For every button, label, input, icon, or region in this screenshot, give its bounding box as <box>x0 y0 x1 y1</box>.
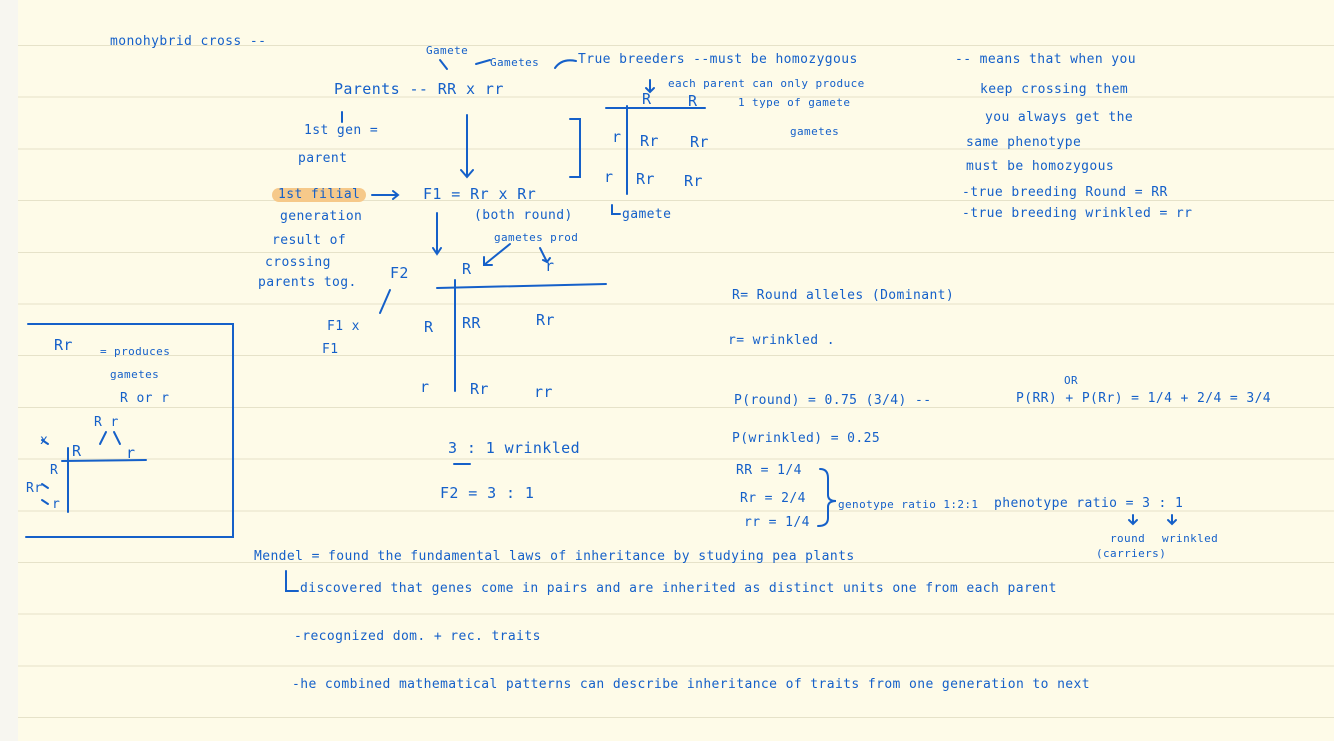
meaning-line-3: you always get the <box>985 110 1134 125</box>
generation-line-4: parents tog. <box>258 275 357 290</box>
box-side-r-small: r <box>52 497 61 512</box>
true-breeders-text-3: 1 type of gamete <box>738 96 851 109</box>
mendel-line-1: Mendel = found the fundamental laws of inheritance by studying pea plants <box>254 549 855 564</box>
gametes-prod: gametes prod <box>494 231 579 244</box>
mendel-line-3: -recognized dom. + rec. traits <box>294 629 541 644</box>
gametes-label: Gametes <box>490 56 540 69</box>
box-r-or-r: R or r <box>120 391 170 406</box>
punnett1-top-2: R <box>688 92 698 110</box>
prob-equation: P(RR) + P(Rr) = 1/4 + 2/4 = 3/4 <box>1016 391 1272 406</box>
box-side-r-cap: R <box>50 463 59 478</box>
prob-round: P(round) = 0.75 (3/4) -- <box>734 393 932 408</box>
meaning-line-2: keep crossing them <box>980 82 1129 97</box>
ratio-text: 3 : 1 wrinkled <box>448 439 581 457</box>
generation-line-2: result of <box>272 233 347 248</box>
punnett2-cell-2: Rr <box>536 311 555 329</box>
mendel-line-2: discovered that genes come in pairs and are inherited as distinct units one from each parent <box>300 581 1057 596</box>
box-rr-label: Rr <box>54 336 73 354</box>
f2-label: F2 <box>390 264 409 282</box>
f1xf1-label-2: F1 <box>322 342 339 357</box>
punnett2-top-2: r <box>545 257 555 275</box>
prob-or: OR <box>1064 374 1079 387</box>
mendel-line-4: -he combined mathematical patterns can describe inheritance of traits from one generation to next <box>292 677 1090 692</box>
meaning-line-4: same phenotype <box>966 135 1082 150</box>
allele-wrinkled: r= wrinkled . <box>728 333 835 348</box>
meaning-line-7: -true breeding wrinkled = rr <box>962 206 1193 221</box>
punnett1-side-1: r <box>612 128 622 146</box>
meaning-line-5: must be homozygous <box>966 159 1115 174</box>
punnett1-cell-1: Rr <box>640 132 659 150</box>
genotype-rr2: Rr = 2/4 <box>740 491 806 506</box>
phenotype-wrinkled: wrinkled <box>1162 532 1219 545</box>
box-rr2: R r <box>94 415 119 430</box>
box-side-rr: Rr <box>26 481 43 496</box>
filial-highlight: 1st filial <box>272 188 366 202</box>
box-r-small: r <box>126 444 136 462</box>
genotype-rr: RR = 1/4 <box>736 463 802 478</box>
box-r-cap: R <box>72 442 82 460</box>
punnett2-cell-1: RR <box>462 314 481 332</box>
true-breeders-text: True breeders --must be homozygous <box>578 52 858 67</box>
genotype-ratio: genotype ratio 1:2:1 <box>838 498 979 511</box>
prob-wrinkled: P(wrinkled) = 0.25 <box>732 431 881 446</box>
punnett1-cell-2: Rr <box>690 133 709 151</box>
punnett2-cell-4: rr <box>534 383 553 401</box>
punnett1-top-1: R <box>642 90 652 108</box>
true-breeders-text-4: gametes <box>790 125 840 138</box>
generation-line-3: crossing <box>265 255 331 270</box>
f1-cross: F1 = Rr x Rr <box>423 185 537 203</box>
genotype-rr3: rr = 1/4 <box>744 515 810 530</box>
punnett2-cell-3: Rr <box>470 380 489 398</box>
punnett2-side-1: R <box>424 318 434 336</box>
box-produces: = produces <box>100 345 171 358</box>
both-round: (both round) <box>474 208 573 223</box>
true-breeders-text-2: each parent can only produce <box>668 77 865 90</box>
f2-ratio: F2 = 3 : 1 <box>440 484 535 502</box>
phenotype-ratio: phenotype ratio = 3 : 1 <box>994 496 1184 511</box>
box-gametes: gametes <box>110 368 160 381</box>
punnett1-cell-3: Rr <box>636 170 655 188</box>
punnett2-side-2: r <box>420 378 430 396</box>
meaning-line-1: -- means that when you <box>955 52 1136 67</box>
gamete-arrow-stroke <box>440 60 447 69</box>
generation-line-1: generation <box>280 209 363 224</box>
parent-label: parent <box>298 151 348 166</box>
page-title: monohybrid cross -- <box>110 34 267 49</box>
f1xf1-label: F1 x <box>327 319 360 334</box>
punnett2-top-1: R <box>462 260 472 278</box>
gamete-label: Gamete <box>426 44 469 57</box>
parents-line: Parents -- RR x rr <box>334 80 504 98</box>
carriers-label: (carriers) <box>1096 547 1167 560</box>
allele-round: R= Round alleles (Dominant) <box>732 288 955 303</box>
punnett1-cell-4: Rr <box>684 172 703 190</box>
phenotype-round: round <box>1110 532 1146 545</box>
meaning-line-6: -true breeding Round = RR <box>962 185 1168 200</box>
box-x: x <box>40 433 49 448</box>
punnett1-side-2: r <box>604 168 614 186</box>
gamete-bracket-label: gamete <box>622 207 672 222</box>
first-gen-label: 1st gen = <box>304 123 379 138</box>
